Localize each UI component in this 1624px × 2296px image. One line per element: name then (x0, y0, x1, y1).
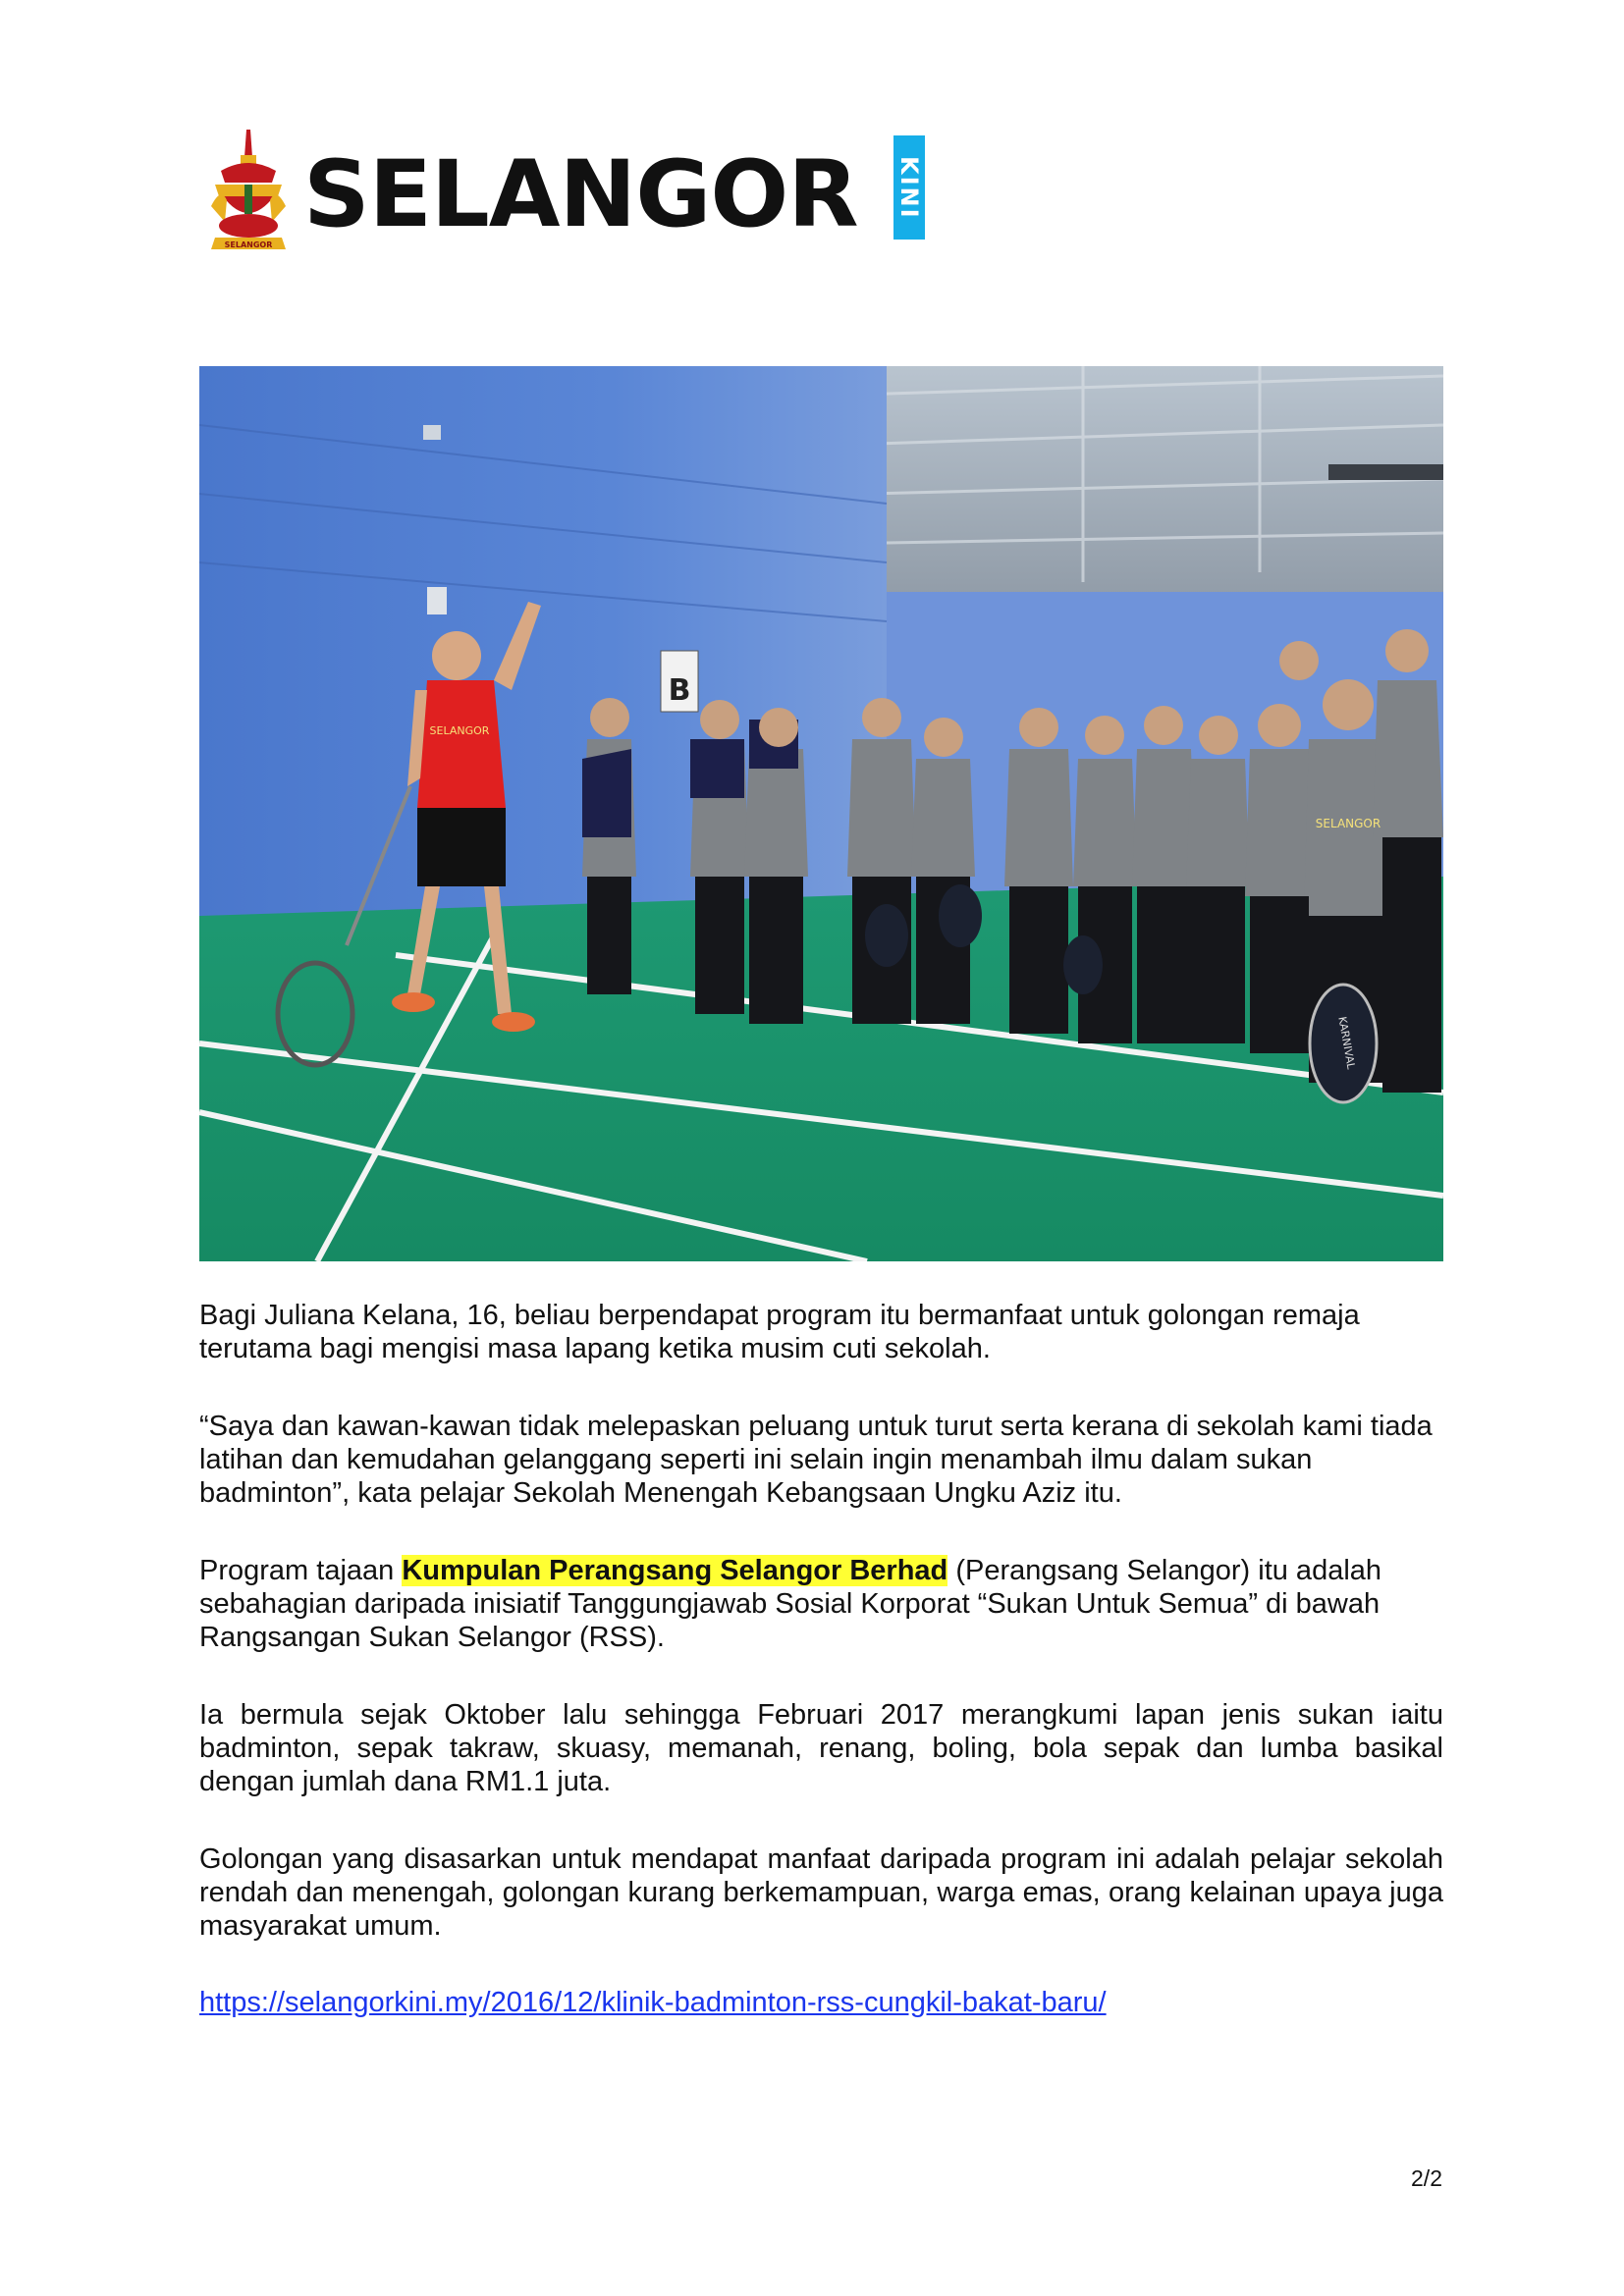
article-link-line (199, 1986, 1443, 2019)
article-link[interactable]: https://selangorkini.my/2016/12/klinik-badminton-rss-cungkil-bakat-baru/ (199, 1987, 1107, 2018)
crest-banner-text: SELANGOR (224, 240, 273, 249)
paragraph-2: “Saya dan kawan-kawan tidak melepaskan peluang untuk turut serta kerana di sekolah kami tiada latihan dan kemudahan gelanggang seperti ini selain ingin menambah ilmu dalam sukan badminton”, kata pelajar Sekolah Menengah Kebangsaan Ungku Aziz itu. (199, 1411, 1433, 1509)
paragraph-3-lead: Program tajaan (199, 1555, 403, 1586)
paragraph-5: Golongan yang disasarkan untuk mendapat manfaat daripada program ini adalah pelajar sekolah rendah dan menengah, golongan kurang berkemampuan, warga emas, orang kelainan upaya juga masyarakat umum. (199, 1843, 1443, 1942)
paragraph-3-tail: (Perangsang Selangor) itu adalah sebahagian daripada inisiatif Tanggungjawab Sosial Korporat “Sukan Untuk Semua” di bawah Rangsangan Sukan Selangor (RSS). (199, 1555, 1382, 1653)
paragraph-3 (199, 1554, 1443, 1654)
badminton-clinic-photo (199, 366, 1443, 1261)
page-number: 2/2 (1411, 2165, 1442, 2191)
logo-wordmark: SELANGOR (303, 141, 858, 248)
court-sign-label: B (668, 673, 691, 708)
selangor-crest-icon (201, 128, 296, 257)
selangorkini-logo (201, 128, 947, 260)
logo-kini-tag: KINI (893, 135, 925, 240)
shirt-print-text: SELANGOR (1315, 817, 1381, 830)
company-highlight: Kumpulan Perangsang Selangor Berhad (402, 1555, 948, 1586)
svg-text:SELANGOR: SELANGOR (429, 724, 490, 737)
racket-cover-text: KARNIVAL (1335, 1015, 1358, 1071)
paragraph-4: Ia bermula sejak Oktober lalu sehingga Februari 2017 merangkumi lapan jenis sukan iaitu badminton, sepak takraw, skuasy, memanah, renang, boling, bola sepak dan lumba basikal dengan jumlah dana RM1.1 juta. (199, 1699, 1443, 1797)
paragraph-1: Bagi Juliana Kelana, 16, beliau berpendapat program itu bermanfaat untuk golongan remaja terutama bagi mengisi masa lapang ketika musim cuti sekolah. (199, 1300, 1360, 1364)
